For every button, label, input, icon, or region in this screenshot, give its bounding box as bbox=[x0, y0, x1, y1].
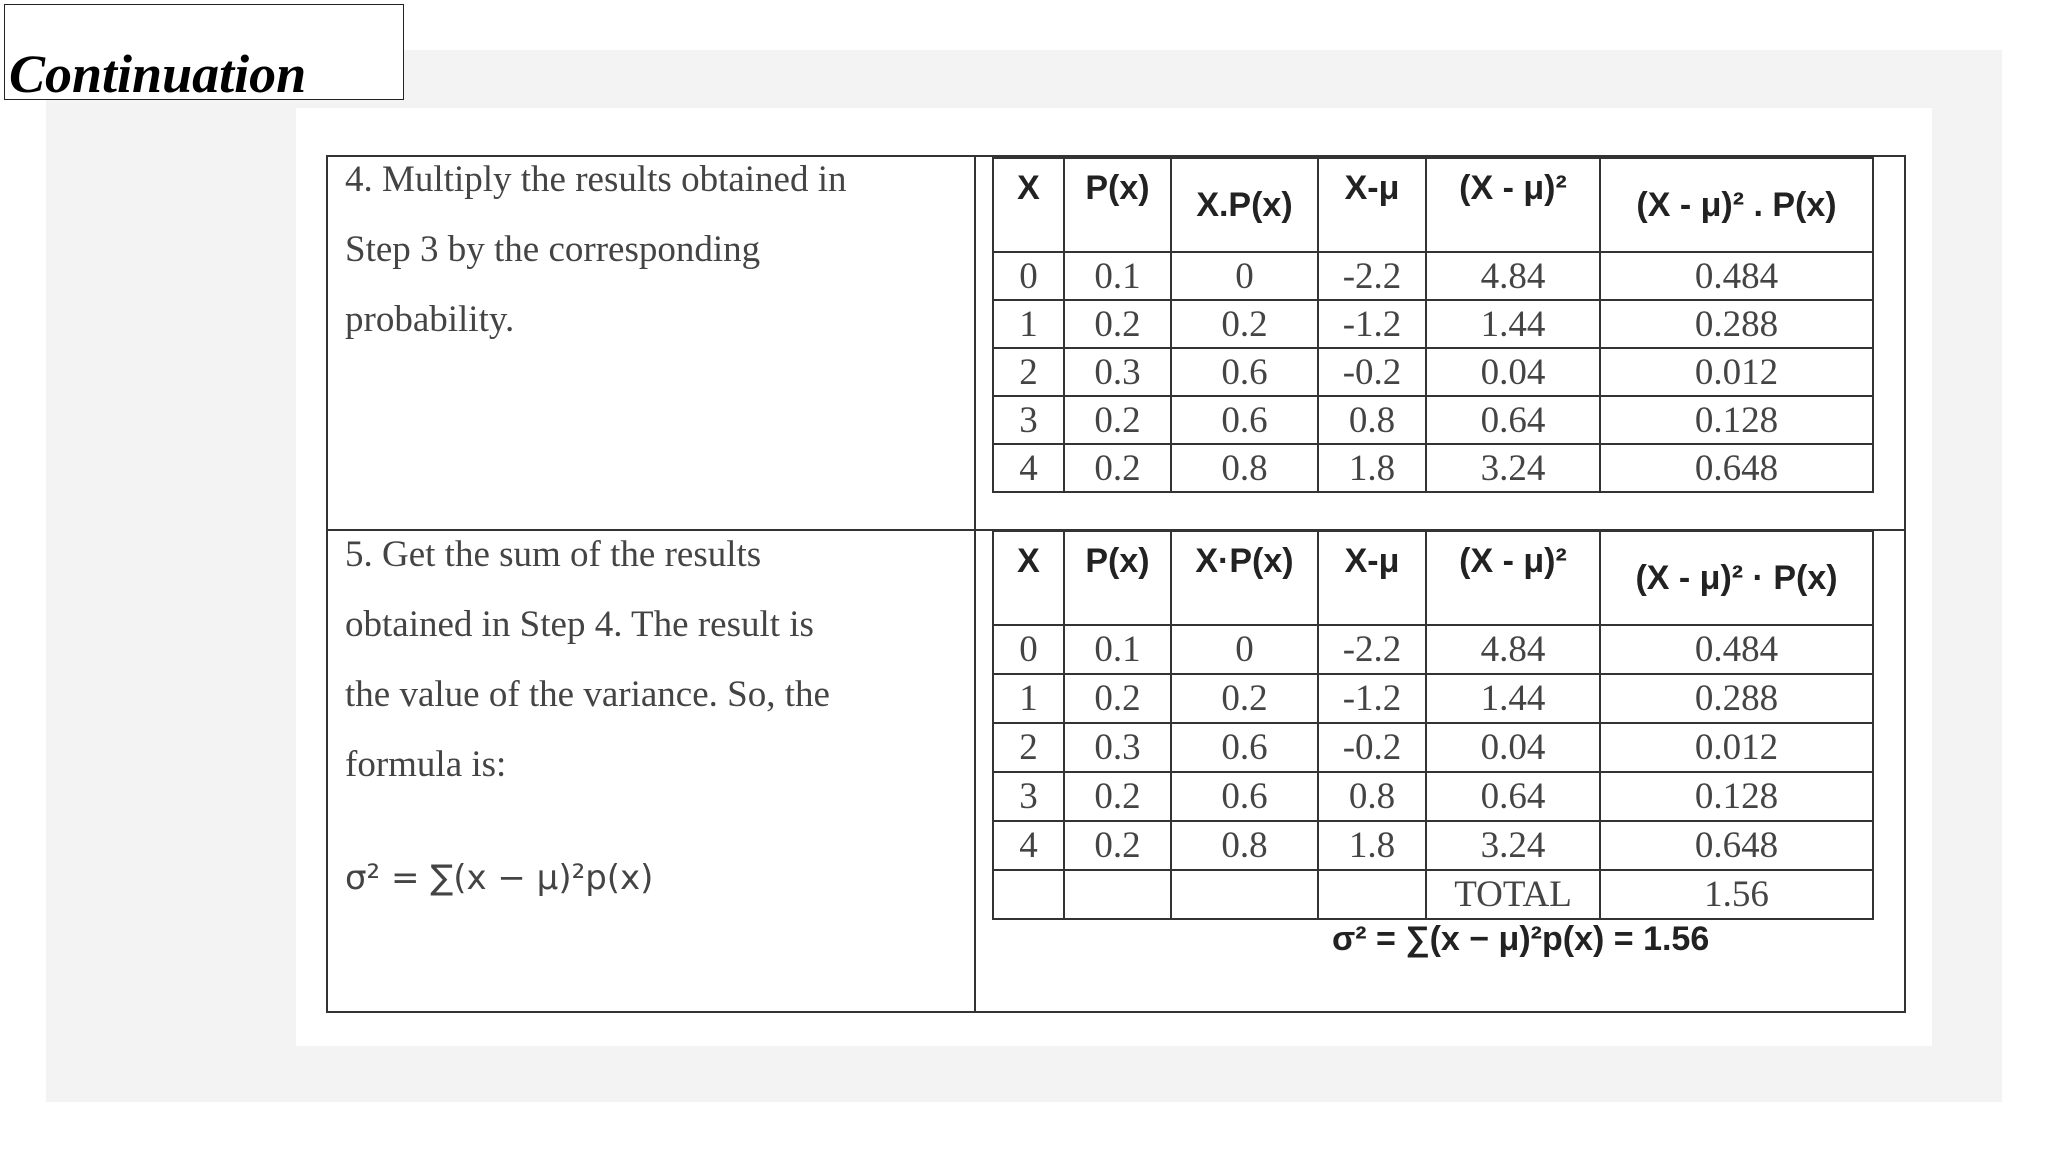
title-box bbox=[4, 4, 404, 104]
column-divider bbox=[974, 155, 976, 1013]
table-cell: 0.6 bbox=[1171, 723, 1318, 772]
step4-line: Step 3 by the corresponding bbox=[345, 229, 761, 270]
table-row bbox=[993, 674, 1873, 723]
table-cell: 0.3 bbox=[1064, 723, 1171, 772]
step4-line: probability. bbox=[345, 299, 515, 340]
table-cell: 4 bbox=[993, 444, 1064, 492]
table-cell: 4.84 bbox=[1426, 252, 1600, 300]
table-cell: 0.2 bbox=[1064, 821, 1171, 870]
table-header-row bbox=[993, 158, 1873, 252]
table-row bbox=[993, 396, 1873, 444]
table-cell: 1 bbox=[993, 300, 1064, 348]
variance-result-formula: σ² = ∑(x − μ)²p(x) = 1.56 bbox=[1332, 920, 1710, 958]
step5-line: obtained in Step 4. The result is bbox=[345, 604, 814, 645]
table-cell: 2 bbox=[993, 723, 1064, 772]
table-cell: 0.6 bbox=[1171, 396, 1318, 444]
variance-formula: σ² = ∑(x − μ)²p(x) bbox=[345, 858, 654, 898]
table-cell: 0.6 bbox=[1171, 772, 1318, 821]
table-cell: 0.64 bbox=[1426, 396, 1600, 444]
table-cell: 1.44 bbox=[1426, 300, 1600, 348]
table-cell: 0.648 bbox=[1600, 444, 1873, 492]
step4-line: 4. Multiply the results obtained in bbox=[345, 159, 847, 200]
table-cell: 0.6 bbox=[1171, 348, 1318, 396]
table-row bbox=[993, 252, 1873, 300]
table-row bbox=[993, 625, 1873, 674]
table-cell: 0.2 bbox=[1064, 396, 1171, 444]
page-title: Continuation bbox=[9, 44, 307, 104]
table-cell: 0 bbox=[1171, 625, 1318, 674]
table-cell: 0.012 bbox=[1600, 723, 1873, 772]
header-cell: X bbox=[993, 158, 1064, 252]
table-row bbox=[993, 821, 1873, 870]
table-cell: 3.24 bbox=[1426, 444, 1600, 492]
step5-text bbox=[345, 520, 960, 800]
table-cell bbox=[1171, 870, 1318, 919]
table-header-row bbox=[993, 531, 1873, 625]
table-cell bbox=[993, 870, 1064, 919]
table-cell: 0.2 bbox=[1064, 772, 1171, 821]
table-cell: 0.04 bbox=[1426, 723, 1600, 772]
table-cell: 0.288 bbox=[1600, 674, 1873, 723]
table-cell: -2.2 bbox=[1318, 252, 1426, 300]
table-cell: 3.24 bbox=[1426, 821, 1600, 870]
step5-line: formula is: bbox=[345, 744, 507, 785]
header-cell: (X - μ)² bbox=[1426, 158, 1600, 252]
header-cell: X bbox=[993, 531, 1064, 625]
table-row bbox=[993, 772, 1873, 821]
table-cell: 1.44 bbox=[1426, 674, 1600, 723]
table-cell: 0 bbox=[993, 252, 1064, 300]
header-cell: X-μ bbox=[1318, 531, 1426, 625]
table-cell: 0.1 bbox=[1064, 625, 1171, 674]
table-cell: 1 bbox=[993, 674, 1064, 723]
table-cell: 0.484 bbox=[1600, 625, 1873, 674]
table-cell: 0.8 bbox=[1318, 772, 1426, 821]
table-cell: 0.648 bbox=[1600, 821, 1873, 870]
table-cell: 0.2 bbox=[1171, 300, 1318, 348]
step5-line: the value of the variance. So, the bbox=[345, 674, 830, 715]
table-cell bbox=[1318, 870, 1426, 919]
table-cell: 0.2 bbox=[1064, 444, 1171, 492]
step4-table bbox=[992, 157, 1874, 493]
total-value: 1.56 bbox=[1600, 870, 1873, 919]
table-cell: 2 bbox=[993, 348, 1064, 396]
table-cell: 0.484 bbox=[1600, 252, 1873, 300]
table-cell: 0.1 bbox=[1064, 252, 1171, 300]
table-cell: 0.2 bbox=[1171, 674, 1318, 723]
header-cell: (X - μ)² bbox=[1426, 531, 1600, 625]
table-cell: 0.012 bbox=[1600, 348, 1873, 396]
table-cell: 0.64 bbox=[1426, 772, 1600, 821]
table-cell: 0.8 bbox=[1171, 821, 1318, 870]
header-cell: P(x) bbox=[1064, 531, 1171, 625]
table-cell: 0.288 bbox=[1600, 300, 1873, 348]
table-cell: 0.04 bbox=[1426, 348, 1600, 396]
table-cell: -1.2 bbox=[1318, 300, 1426, 348]
step4-text bbox=[345, 145, 960, 355]
header-cell: P(x) bbox=[1064, 158, 1171, 252]
table-cell: 1.8 bbox=[1318, 821, 1426, 870]
table-cell bbox=[1064, 870, 1171, 919]
table-cell: 0.128 bbox=[1600, 396, 1873, 444]
header-cell: (X - μ)² · P(x) bbox=[1600, 531, 1873, 625]
table-cell: -0.2 bbox=[1318, 723, 1426, 772]
table-cell: 0.3 bbox=[1064, 348, 1171, 396]
table-cell: 0.8 bbox=[1318, 396, 1426, 444]
header-cell: X-μ bbox=[1318, 158, 1426, 252]
total-row bbox=[993, 870, 1873, 919]
table-row bbox=[993, 300, 1873, 348]
total-label: TOTAL bbox=[1426, 870, 1600, 919]
table-cell: 0.128 bbox=[1600, 772, 1873, 821]
header-cell: X·P(x) bbox=[1171, 531, 1318, 625]
table-cell: 0 bbox=[993, 625, 1064, 674]
table-cell: 0.8 bbox=[1171, 444, 1318, 492]
table-cell: 3 bbox=[993, 772, 1064, 821]
header-cell: X.P(x) bbox=[1171, 158, 1318, 252]
header-cell: (X - μ)² . P(x) bbox=[1600, 158, 1873, 252]
table-cell: -0.2 bbox=[1318, 348, 1426, 396]
table-cell: -1.2 bbox=[1318, 674, 1426, 723]
table-cell: 3 bbox=[993, 396, 1064, 444]
table-row bbox=[993, 723, 1873, 772]
table-cell: -2.2 bbox=[1318, 625, 1426, 674]
table-cell: 0.2 bbox=[1064, 674, 1171, 723]
step5-table bbox=[992, 530, 1874, 920]
table-row bbox=[993, 444, 1873, 492]
step5-line: 5. Get the sum of the results bbox=[345, 534, 762, 575]
table-cell: 4.84 bbox=[1426, 625, 1600, 674]
table-cell: 0.2 bbox=[1064, 300, 1171, 348]
table-cell: 4 bbox=[993, 821, 1064, 870]
table-row bbox=[993, 348, 1873, 396]
table-cell: 1.8 bbox=[1318, 444, 1426, 492]
table-cell: 0 bbox=[1171, 252, 1318, 300]
